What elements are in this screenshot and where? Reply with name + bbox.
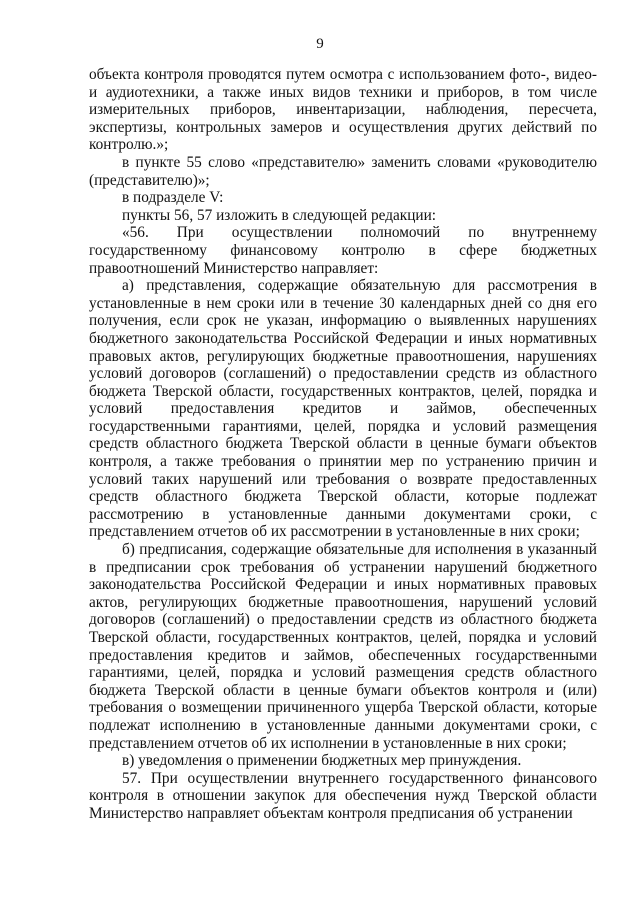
paragraph-subsection-v: в подразделе V:	[122, 189, 224, 207]
paragraph-object-control-methods: объекта контроля проводятся путем осмотра с использованием фото-, видео- и аудиотехники, а также иных видов техники и приборов, в том числе измерительных приборов, инвентаризации, наблюдения, пересчета, экспертизы, контрольных замеров и осуществления других действий по контролю.»;	[89, 66, 597, 154]
paragraph-item-55-amendment: в пункте 55 слово «представителю» заменить словами «руководителю (представителю)»;	[89, 153, 597, 189]
paragraph-item-56: «56. При осуществлении полномочий по внутреннему государственному финансовому контролю в сфере бюджетных правоотношений Министерство направляет:	[89, 224, 597, 277]
paragraph-item-57: 57. При осуществлении внутреннего государственного финансового контроля в отношении закупок для обеспечения нужд Тверской области Министерство направляет объектам контроля предписания об устранении	[89, 769, 597, 822]
paragraph-items-56-57-intro: пункты 56, 57 изложить в следующей редакции:	[122, 206, 437, 224]
paragraph-item-56-a-representations: а) представления, содержащие обязательную для рассмотрения в установленные в нем сроки или в течение 30 календарных дней со дня его получения, если срок не указан, информацию о выявленных нарушениях бюджетного законодательства Российской Федерации и иных нормативных правовых актов, регулирующих бюджетные правоотношения, нарушениях условий договоров (соглашений) о предоставлении средств из областного бюджета Тверской области, государственных контрактов, целей, порядка и условий предоставления кредитов и займов, обеспеченных государственными гарантиями, целей, порядка и условий размещения средств областного бюджета Тверской области в ценные бумаги объектов контроля, а также требования о принятии мер по устранению причин и условий таких нарушений или требования о возврате предоставленных средств областного бюджета Тверской области, которые подлежат рассмотрению в установленные данными документами сроки, с представлением отчетов об их рассмотрении в установленные в них сроки;	[89, 277, 597, 541]
document-body	[89, 66, 597, 823]
paragraph-item-56-c-notifications: в) уведомления о применении бюджетных мер принуждения.	[122, 752, 522, 770]
page-number: 9	[316, 36, 324, 52]
paragraph-item-56-b-prescriptions: б) предписания, содержащие обязательные для исполнения в указанный в предписании срок требования об устранении нарушений бюджетного законодательства Российской Федерации и иных нормативных правовых актов, регулирующих бюджетные правоотношения, нарушений условий договоров (соглашений) о предоставлении средств из областного бюджета Тверской области, государственных контрактов, целей, порядка и условий предоставления кредитов и займов, обеспеченных государственными гарантиями, целей, порядка и условий размещения средств областного бюджета Тверской области в ценные бумаги объектов контроля и (или) требования о возмещении причиненного ущерба Тверской области, которые подлежат исполнению в установленные данными документами сроки, с представлением отчетов об их исполнении в установленные в них сроки;	[89, 541, 597, 752]
